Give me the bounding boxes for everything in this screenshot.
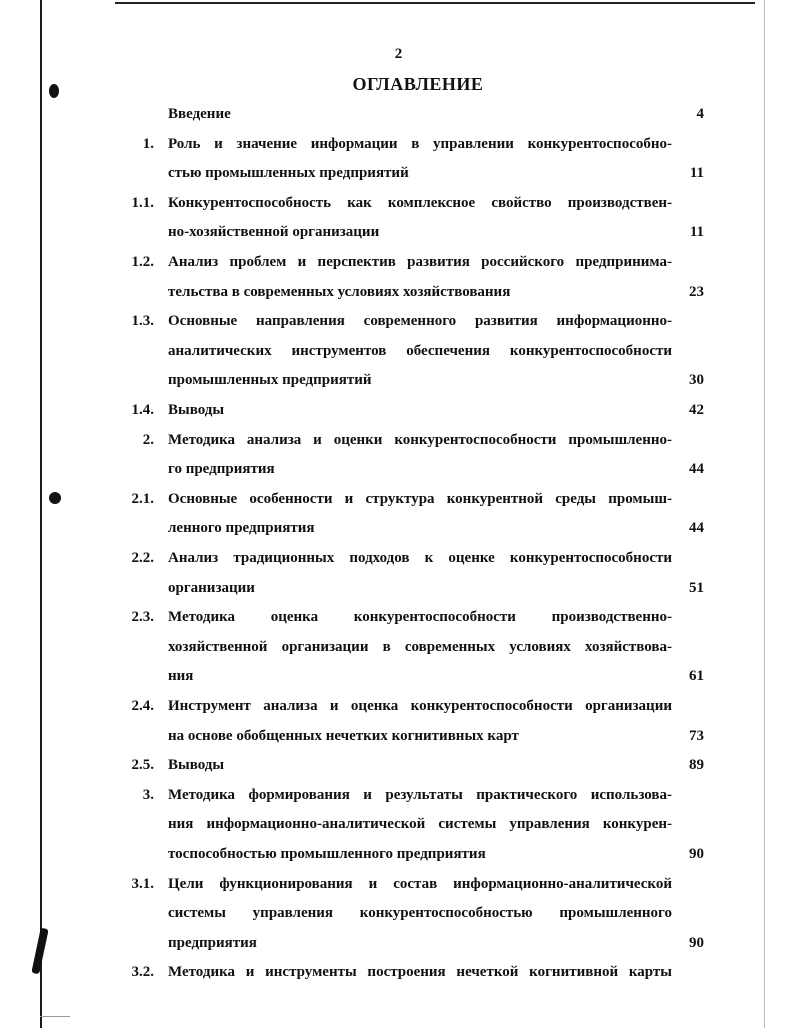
toc-row xyxy=(0,603,797,633)
toc-entry-text: хозяйственной организации в современных условиях хозяйствова- xyxy=(168,638,672,655)
toc-row xyxy=(0,633,797,663)
page-title: ОГЛАВЛЕНИЕ xyxy=(352,74,484,94)
toc-entry-text: Роль и значение информации в управлении конкурентоспособно- xyxy=(168,135,672,152)
toc-row xyxy=(0,810,797,840)
toc-row xyxy=(0,396,797,426)
toc-entry-page: 30 xyxy=(689,372,704,389)
toc-entry-page: 44 xyxy=(689,520,704,537)
toc-entry-text: предприятия xyxy=(168,934,257,951)
toc-entry-number: 3. xyxy=(142,786,154,803)
toc-row xyxy=(0,692,797,722)
toc-entry-text: Методика анализа и оценки конкурентоспособности промышленно- xyxy=(168,431,672,448)
toc-entry-text: Методика и инструменты построения нечеткой когнитивной карты xyxy=(168,964,672,981)
toc-entry-page: 4 xyxy=(696,106,704,122)
toc-row xyxy=(0,455,797,485)
toc-entry-text: системы управления конкурентоспособностью промышленного xyxy=(168,905,672,922)
toc-entry-page: 73 xyxy=(689,727,704,744)
toc-entry-number: 2.3. xyxy=(131,609,154,626)
toc-entry-number: 1.2. xyxy=(131,254,154,270)
toc-entry-page: 90 xyxy=(689,934,704,951)
page-number: 2 xyxy=(394,46,403,62)
toc-entry-page: 23 xyxy=(689,283,704,300)
toc-entry-number: 2. xyxy=(142,431,154,448)
toc-entry-text: но-хозяйственной организации xyxy=(168,224,380,241)
toc-row xyxy=(0,426,797,456)
toc-entry-page: 44 xyxy=(689,461,704,478)
toc-entry-text: Конкурентоспособность как комплексное свойство производствен- xyxy=(168,194,672,211)
toc-entry-text: го предприятия xyxy=(168,461,275,478)
toc-entry-page: 11 xyxy=(689,224,704,241)
toc-row xyxy=(0,307,797,337)
toc-entry-text: тельства в современных условиях хозяйствования xyxy=(168,283,511,300)
toc-entry-text: организации xyxy=(168,579,255,596)
toc-entry-text: стью промышленных предприятий xyxy=(168,165,409,182)
toc-entry-text: ния информационно-аналитической системы управления конкурен- xyxy=(168,816,672,833)
toc-entry-text: Инструмент анализа и оценка конкурентоспособности организации xyxy=(168,698,672,714)
toc-entry-text: Основные направления современного развития информационно- xyxy=(168,313,672,330)
toc-entry-page: 90 xyxy=(689,846,704,862)
toc-entry-text: на основе обобщенных нечетких когнитивных карт xyxy=(168,727,519,744)
toc-entry-page: 51 xyxy=(689,579,704,596)
toc-entry-text: Цели функционирования и состав информационно-аналитической xyxy=(168,875,672,892)
toc-row xyxy=(0,130,797,160)
toc-row xyxy=(0,248,797,278)
toc-row xyxy=(0,722,797,752)
toc-row xyxy=(0,958,797,988)
toc-row xyxy=(0,100,797,130)
toc-entry-number: 2.2. xyxy=(131,550,154,566)
toc-row xyxy=(0,366,797,396)
toc-entry-page: 61 xyxy=(689,668,704,685)
toc-entry-number: 3.2. xyxy=(131,964,154,981)
toc-entry-number: 1. xyxy=(142,135,154,152)
toc-entry-number: 2.4. xyxy=(131,698,154,714)
toc-entry-number: 2.1. xyxy=(131,490,154,507)
toc-row xyxy=(0,159,797,189)
toc-entry-text: Выводы xyxy=(168,757,225,774)
toc-entry-page: 11 xyxy=(689,165,704,182)
toc-row xyxy=(0,899,797,929)
toc-entry-number: 1.4. xyxy=(131,402,154,418)
toc-entry-text: тоспособностью промышленного предприятия xyxy=(168,846,486,862)
toc-entry-text: Введение xyxy=(168,106,231,122)
toc-row xyxy=(0,218,797,248)
toc-entry-page: 42 xyxy=(689,402,704,418)
toc-entry-number: 1.1. xyxy=(131,194,154,211)
scan-mark-bottom xyxy=(40,1016,70,1017)
toc-row xyxy=(0,278,797,308)
toc-row xyxy=(0,574,797,604)
toc-entry-number: 1.3. xyxy=(131,313,154,330)
toc-entry-number: 2.5. xyxy=(131,757,154,774)
toc-entry-number: 3.1. xyxy=(131,875,154,892)
toc-row xyxy=(0,751,797,781)
toc-entry-text: ленного предприятия xyxy=(168,520,315,537)
toc-entry-text: Основные особенности и структура конкурентной среды промыш- xyxy=(168,490,672,507)
toc-entry-text: Выводы xyxy=(168,402,225,418)
toc-row xyxy=(0,485,797,515)
toc-row xyxy=(0,781,797,811)
toc-entry-text: Анализ традиционных подходов к оценке конкурентоспособности xyxy=(168,550,672,566)
toc-entry-page: 89 xyxy=(689,757,704,774)
toc-entry-text: аналитических инструментов обеспечения конкурентоспособности xyxy=(168,342,672,359)
toc-row xyxy=(0,662,797,692)
toc-row xyxy=(0,514,797,544)
toc-entry-text: Методика оценка конкурентоспособности производственно- xyxy=(168,609,672,626)
toc-row xyxy=(0,337,797,367)
scan-border-top xyxy=(115,2,755,4)
toc-row xyxy=(0,544,797,574)
toc-entry-text: Методика формирования и результаты практического использова- xyxy=(168,786,672,803)
toc-entry-text: промышленных предприятий xyxy=(168,372,372,389)
toc-entry-text: Анализ проблем и перспектив развития российского предпринима- xyxy=(168,254,672,270)
toc-row xyxy=(0,189,797,219)
toc-row xyxy=(0,929,797,959)
toc-row xyxy=(0,840,797,870)
toc-entry-text: ния xyxy=(168,668,194,685)
toc-row xyxy=(0,870,797,900)
